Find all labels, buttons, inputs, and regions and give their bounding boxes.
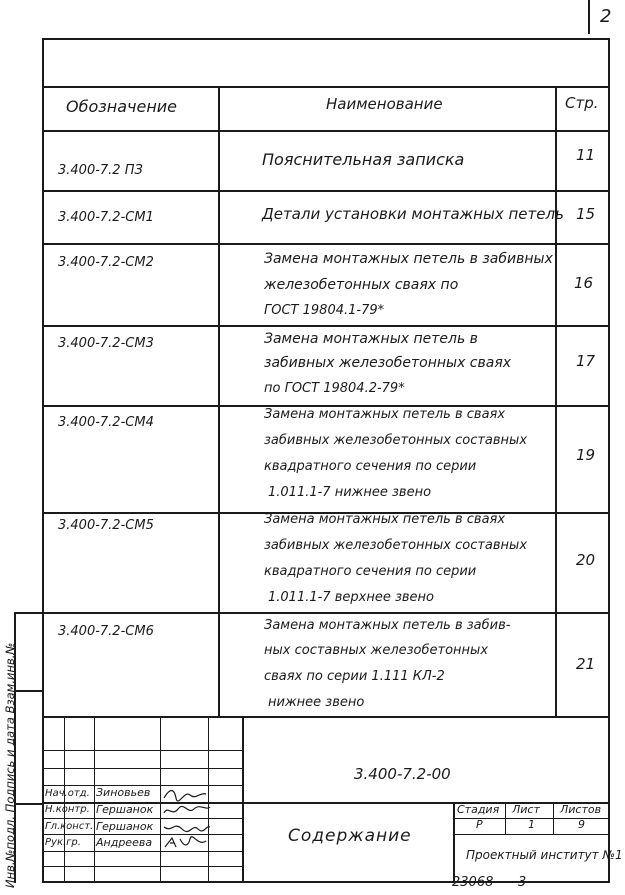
sheet-value: 1 [528,818,535,831]
row-page: 19 [576,446,596,464]
copy-number: 3 [518,875,527,890]
staff-role: Рук.гр. [45,837,81,848]
row-designation: 3.400-7.2 ПЗ [58,163,143,178]
row-page: 20 [576,551,596,569]
row-name-line: забивных железобетонных составных [264,433,528,448]
signature-2 [162,803,212,819]
row-designation: 3.400-7.2-СМ3 [58,336,154,351]
document-title: Содержание [288,826,412,846]
stage-label: Стадия [457,803,500,816]
staff-surname: Зиновьев [96,786,151,799]
signature-1 [162,786,208,802]
row-name-line: железобетонных сваях по [264,277,459,293]
row-name-line: 1.011.1-7 верхнее звено [268,590,434,605]
header-page: Стр. [565,94,599,112]
staff-role: Гл.конст. [45,821,94,832]
row-designation: 3.400-7.2-СМ6 [58,624,154,639]
row-designation: 3.400-7.2-СМ4 [58,415,154,430]
row-name-line: Замена монтажных петель в сваях [264,512,506,527]
row-name-line: по ГОСТ 19804.2-79* [264,381,405,396]
row-page: 17 [576,352,596,370]
row-name-line: ных составных железобетонных [264,643,489,658]
staff-surname: Гершанок [96,820,154,833]
row-name-line: Замена монтажных петель в сваях [264,407,506,422]
side-label: Инв.№подл. Подпись и дата Взам.инв.№ [3,642,17,888]
archive-number: 23068 [452,875,494,890]
row-page: 16 [574,274,594,292]
row-name-line: Замена монтажных петель в [264,331,478,347]
row-designation: 3.400-7.2-СМ1 [58,210,154,225]
staff-role: Н.контр. [45,804,90,815]
sheet-label: Лист [512,803,540,816]
row-name-line: ГОСТ 19804.1-79* [264,303,385,318]
header-designation: Обозначение [66,97,178,116]
signature-4 [162,835,208,851]
row-name-line: нижнее звено [268,695,365,710]
row-name-line: Детали установки монтажных петель [262,205,564,223]
header-name: Наименование [326,95,443,113]
organization: Проектный институт №1 [466,848,623,862]
row-designation: 3.400-7.2-СМ5 [58,518,154,533]
row-name-line: квадратного сечения по серии [264,459,477,474]
row-name-line: сваях по серии 1.111 КЛ-2 [264,669,445,684]
sheets-label: Листов [560,803,602,816]
staff-surname: Гершанок [96,803,154,816]
row-name-line: 1.011.1-7 нижнее звено [268,485,432,500]
staff-role: Нач.отд. [45,788,90,799]
row-name-line: забивных железобетонных сваях [264,355,512,371]
row-name-line: забивных железобетонных составных [264,538,528,553]
signature-3 [162,819,212,835]
row-name-line: Замена монтажных петель в забив- [264,618,511,633]
row-name-line: Пояснительная записка [262,150,465,169]
document-code: 3.400-7.2-00 [354,765,451,783]
staff-surname: Андреева [96,836,153,849]
row-page: 21 [576,655,596,673]
row-page: 11 [576,146,596,164]
stage-value: Р [476,818,483,831]
row-name-line: Замена монтажных петель в забивных [264,251,553,267]
sheets-value: 9 [578,818,585,831]
row-page: 15 [576,205,596,223]
row-name-line: квадратного сечения по серии [264,564,477,579]
row-designation: 3.400-7.2-СМ2 [58,255,154,270]
sheet-number: 2 [600,6,612,27]
